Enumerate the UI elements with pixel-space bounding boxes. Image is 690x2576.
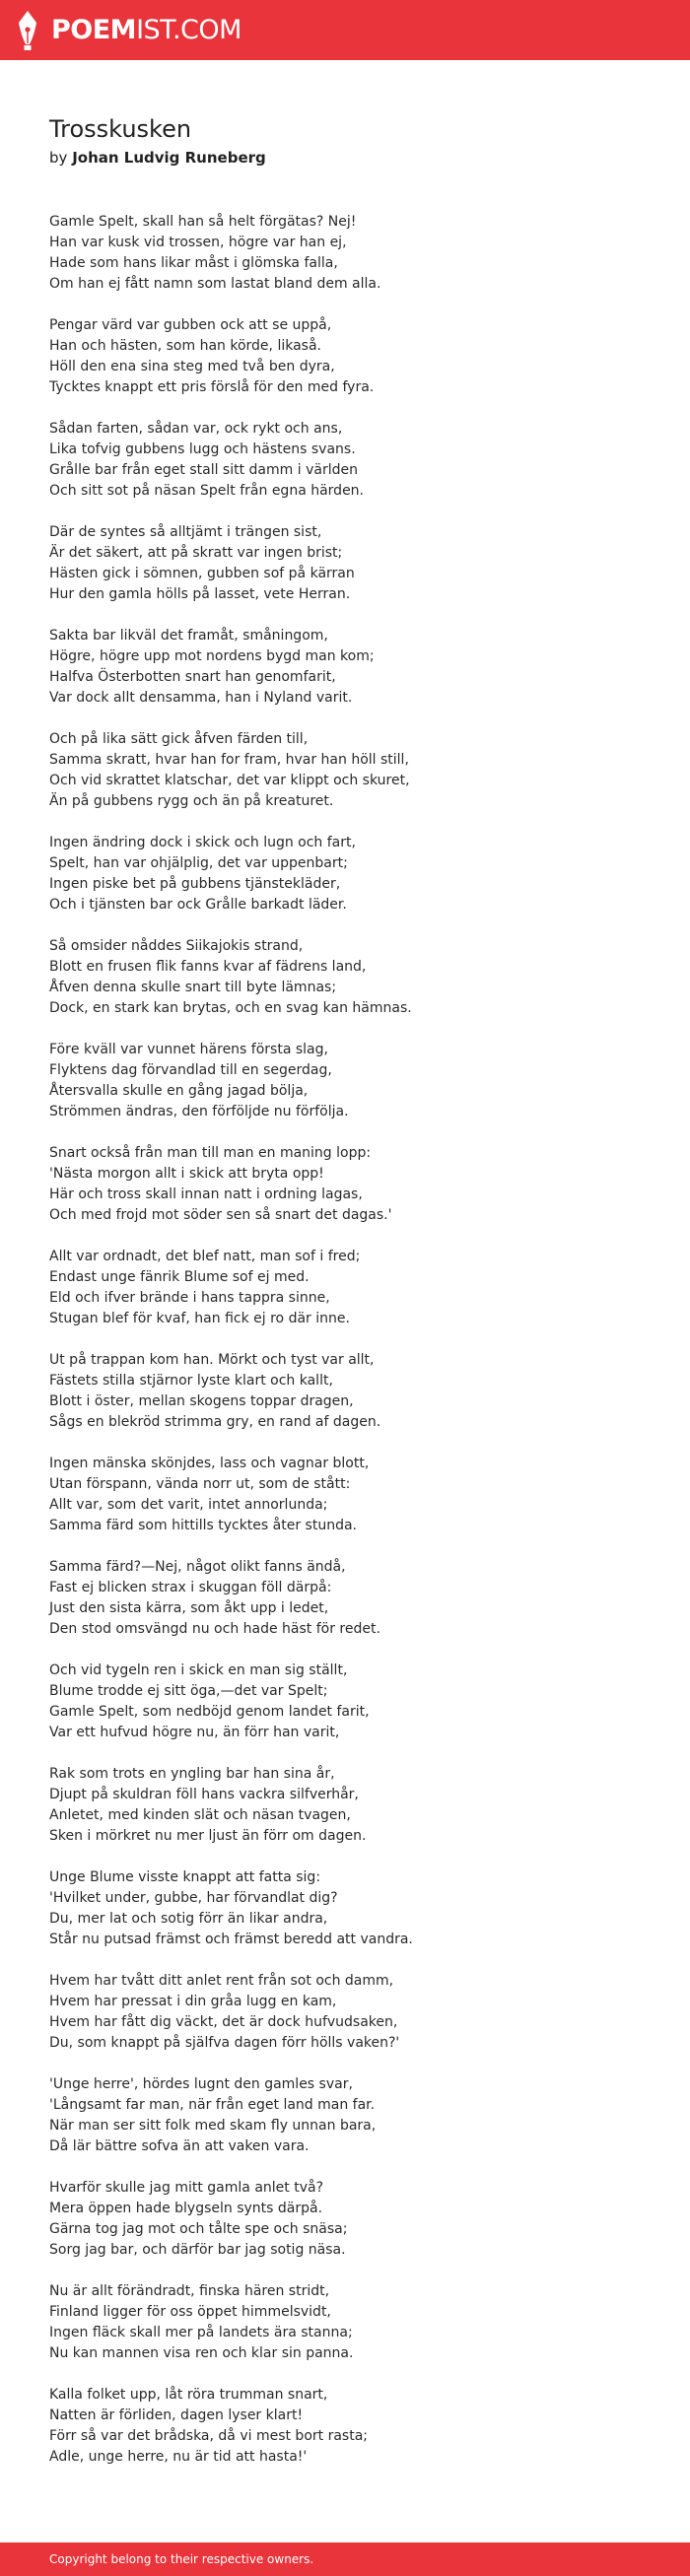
poem-line: Eld och ifver brände i hans tappra sinne, bbox=[49, 1290, 330, 1306]
poem-line: Hvarför skulle jag mitt gamla anlet två? bbox=[49, 2180, 323, 2196]
poem-line: Är det säkert, att på skratt var ingen brist; bbox=[49, 545, 343, 561]
poem-stanza bbox=[49, 1350, 651, 1433]
poem-line: Spelt, han var ohjälplig, det var uppenbart; bbox=[49, 855, 348, 871]
poem-line: Högre, högre upp mot nordens bygd man kom; bbox=[49, 648, 375, 664]
poem-line: Var dock allt densamma, han i Nyland varit. bbox=[49, 690, 353, 706]
site-logo[interactable] bbox=[17, 10, 242, 51]
poem-stanza bbox=[49, 1661, 651, 1743]
poem-line: Grålle bar från eget stall sitt damm i världen bbox=[49, 462, 358, 478]
poem-line: Blott en frusen flik fanns kvar af fädrens land, bbox=[49, 959, 367, 975]
poem-line: Samma skratt, hvar han for fram, hvar han höll still, bbox=[49, 752, 409, 768]
poem-line: Finland ligger för oss öppet himmelsvidt, bbox=[49, 2304, 331, 2320]
poem-line: Och i tjänsten bar ock Grålle barkadt läder. bbox=[49, 897, 347, 913]
poem-line: Sakta bar likväl det framåt, småningom, bbox=[49, 628, 328, 644]
poem-line: Lika tofvig gubbens lugg och hästens svans. bbox=[49, 441, 356, 457]
poem-stanza bbox=[49, 522, 651, 605]
poem-line: Endast unge fänrik Blume sof ej med. bbox=[49, 1269, 310, 1285]
poem-line: Natten är förliden, dagen lyser klart! bbox=[49, 2407, 304, 2423]
poem-stanza bbox=[49, 1971, 651, 2054]
poem-stanza bbox=[49, 1454, 651, 1536]
poem-line: Och vid skrattet klatschar, det var klippt och skuret, bbox=[49, 773, 410, 788]
poem-line: Du, mer lat och sotig förr än likar andra, bbox=[49, 1911, 328, 1927]
poem-line: Han och hästen, som han körde, likaså. bbox=[49, 338, 321, 354]
poem-line: Pengar värd var gubben ock att se uppå, bbox=[49, 317, 332, 333]
poem-title: Trosskusken bbox=[49, 115, 192, 143]
poem-line: Allt var, som det varit, intet annorlunda; bbox=[49, 1497, 328, 1513]
poem-stanza bbox=[49, 2074, 651, 2157]
poem-line: Hästen gick i sömnen, gubben sof på kärran bbox=[49, 566, 355, 581]
poem-line: Förе kväll var vunnet härens första slag, bbox=[49, 1042, 328, 1057]
poem-line: Samma färd som hittills tycktes åter stunda. bbox=[49, 1518, 357, 1533]
poem-byline bbox=[49, 146, 651, 169]
logo-text-bold: POEM bbox=[51, 15, 137, 45]
poem-line: Samma färd?—Nej, något olikt fanns ändå, bbox=[49, 1559, 346, 1575]
poem-line: Sken i mörkret nu mer ljust än förr om dagen. bbox=[49, 1828, 367, 1844]
poem-stanza bbox=[49, 936, 651, 1019]
poem-line: Hvem har tvått ditt anlet rent från sot och damm, bbox=[49, 1973, 394, 1989]
poem-line: 'Unge herre', hördes lugnt den gamles svar, bbox=[49, 2076, 353, 2092]
poem-line: Fästets stilla stjärnor lyste klart och kallt, bbox=[49, 1373, 333, 1389]
poem-line: Allt var ordnadt, det blef natt, man sof i fred; bbox=[49, 1249, 361, 1264]
poem-line: Blott i öster, mellan skogens toppar dragen, bbox=[49, 1393, 354, 1409]
pen-nib-icon bbox=[17, 10, 38, 51]
poem-line: Hur den gamla hölls på lasset, vete Herran. bbox=[49, 586, 351, 602]
poem-line: Du, som knappt på själfva dagen förr hölls vaken?' bbox=[49, 2035, 400, 2051]
poem-line: Ingen ändring dock i skick och lugn och fart, bbox=[49, 835, 356, 850]
poem-line: Höll den ena sina steg med två ben dyra, bbox=[49, 359, 335, 374]
poem-line: Den stod omsvängd nu och hade häst för redet. bbox=[49, 1621, 380, 1637]
site-footer bbox=[0, 2542, 690, 2576]
poem-line: Gamle Spelt, som nedböjd genom landet farit, bbox=[49, 1704, 370, 1720]
poem-line: Då lär bättre sofva än att vaken vara. bbox=[49, 2138, 310, 2154]
poem-line: Ingen mänska skönjdes, lass och vagnar blott, bbox=[49, 1456, 370, 1471]
poem-line: Och sitt sot på näsan Spelt från egna härden. bbox=[49, 483, 365, 499]
poem-line: Här och tross skall innan natt i ordning lagas, bbox=[49, 1186, 363, 1202]
poem-line: Nu kan mannen visa ren och klar sin panna. bbox=[49, 2345, 354, 2361]
logo-wordmark bbox=[51, 10, 242, 51]
logo-text-light: IST.COM bbox=[136, 15, 242, 45]
poem-body bbox=[49, 212, 651, 2468]
poem-author-link[interactable]: Johan Ludvig Runeberg bbox=[72, 149, 266, 167]
poem-line: Snart också från man till man en maning lopp: bbox=[49, 1145, 372, 1161]
poem-line: Sorg jag bar, och därför bar jag sotig näsa. bbox=[49, 2242, 346, 2258]
poem-line: Anletet, med kinden slät och näsan tvagen, bbox=[49, 1807, 351, 1823]
poem-line: Än på gubbens rygg och än på kreaturet. bbox=[49, 793, 334, 809]
poem-stanza bbox=[49, 315, 651, 398]
poem-line: Nu är allt förändradt, finska hären stridt, bbox=[49, 2283, 330, 2299]
poem-line: Var ett hufvud högre nu, än förr han varit, bbox=[49, 1725, 340, 1740]
poem-line: Återsvalla skulle en gång jagad bölja, bbox=[49, 1083, 309, 1099]
poem-line: Om han ej fått namn som lastat bland dem alla. bbox=[49, 276, 381, 292]
poem-stanza bbox=[49, 419, 651, 502]
poem-line: Blume trodde ej sitt öga,—det var Spelt; bbox=[49, 1683, 328, 1699]
poem-line: Åfven denna skulle snart till byte lämnas; bbox=[49, 980, 337, 995]
poem-stanza bbox=[49, 1040, 651, 1122]
byline-label: by bbox=[49, 149, 68, 167]
poem-line: Just den sista kärra, som åkt upp i ledet, bbox=[49, 1600, 329, 1616]
poem-stanza bbox=[49, 2281, 651, 2364]
poem-content bbox=[49, 112, 651, 2488]
poem-line: Hvem har fått dig väckt, det är dock hufvudsaken, bbox=[49, 2014, 398, 2030]
poem-line: Sågs en blekröd strimma gry, en rand af dagen. bbox=[49, 1414, 381, 1430]
poem-line: Tycktes knappt ett pris förslå för den med fyra. bbox=[49, 379, 375, 395]
poem-line: Dock, en stark kan brytas, och en svag kan hämnas. bbox=[49, 1000, 412, 1016]
poem-line: Där de syntes så alltjämt i trängen sist, bbox=[49, 524, 322, 540]
poem-line: 'Långsamt far man, när från eget land man far. bbox=[49, 2097, 376, 2113]
poem-line: Och på lika sätt gick åfven färden till, bbox=[49, 731, 309, 747]
poem-line: Och vid tygeln ren i skick en man sig ställt, bbox=[49, 1662, 348, 1678]
site-header bbox=[0, 0, 690, 60]
poem-line: Hvem har pressat i din gråa lugg en kam, bbox=[49, 1994, 337, 2009]
poem-line: Mera öppen hade blygseln synts därpå. bbox=[49, 2201, 323, 2216]
poem-line: Strömmen ändras, den förföljde nu förfölja. bbox=[49, 1104, 349, 1119]
poem-line: 'Nästa morgon allt i skick att bryta opp! bbox=[49, 1166, 324, 1182]
poem-line: Djupt på skuldran föll hans vackra silfverhår, bbox=[49, 1787, 359, 1802]
poem-stanza bbox=[49, 2385, 651, 2468]
poem-line: Står nu putsad främst och främst beredd att vandra. bbox=[49, 1932, 413, 1947]
poem-line: Sådan farten, sådan var, ock rykt och ans, bbox=[49, 421, 343, 437]
poem-line: Stugan blef för kvaf, han fick ej ro där inne. bbox=[49, 1311, 350, 1326]
poem-line: Hade som hans likar måst i glömska falla, bbox=[49, 255, 338, 271]
poem-line: Utan förspann, vända norr ut, som de stått: bbox=[49, 1476, 351, 1492]
poem-line: Fast ej blicken strax i skuggan föll därpå: bbox=[49, 1580, 332, 1595]
poem-stanza bbox=[49, 1143, 651, 1226]
poem-stanza bbox=[49, 1867, 651, 1950]
poem-line: Flyktens dag förvandlad till en segerdag, bbox=[49, 1062, 332, 1078]
poem-line: 'Hvilket under, gubbe, har förvandlat dig? bbox=[49, 1890, 338, 1906]
poem-line: Ingen fläck skall mer på landets ära stanna; bbox=[49, 2325, 353, 2340]
poem-line: Gamle Spelt, skall han så helt förgätas? Nej! bbox=[49, 214, 357, 230]
poem-line: Så omsider nåddes Siikajokis strand, bbox=[49, 938, 304, 954]
poem-line: Rak som trots en yngling bar han sina år, bbox=[49, 1766, 335, 1782]
poem-line: Kalla folket upp, låt röra trumman snart, bbox=[49, 2387, 328, 2403]
poem-stanza bbox=[49, 1557, 651, 1640]
poem-stanza bbox=[49, 2178, 651, 2261]
poem-line: Gärna tog jag mot och tålte spe och snäsa; bbox=[49, 2221, 348, 2237]
poem-line: Förr så var det brådska, då vi mest bort rasta; bbox=[49, 2428, 368, 2444]
poem-line: Ut på trappan kom han. Mörkt och tyst var allt, bbox=[49, 1352, 375, 1368]
poem-line: Unge Blume visste knappt att fatta sig: bbox=[49, 1869, 321, 1885]
poem-stanza bbox=[49, 1247, 651, 1329]
poem-line: Han var kusk vid trossen, högre var han ej, bbox=[49, 235, 347, 250]
poem-stanza bbox=[49, 212, 651, 295]
poem-line: Och med frojd mot söder sen så snart det dagas.' bbox=[49, 1207, 392, 1223]
poem-line: Ingen piske bet på gubbens tjänstekläder, bbox=[49, 876, 341, 892]
poem-line: Halfva Österbotten snart han genomfarit, bbox=[49, 669, 336, 685]
poem-stanza bbox=[49, 1764, 651, 1847]
poem-stanza bbox=[49, 729, 651, 812]
poem-line: Adle, unge herre, nu är tid att hasta!' bbox=[49, 2449, 308, 2465]
poem-stanza bbox=[49, 833, 651, 915]
poem-stanza bbox=[49, 626, 651, 709]
footer-copyright: Copyright belong to their respective owners. bbox=[49, 2552, 314, 2566]
poem-line: När man ser sitt folk med skam fly unnan bara, bbox=[49, 2118, 377, 2134]
